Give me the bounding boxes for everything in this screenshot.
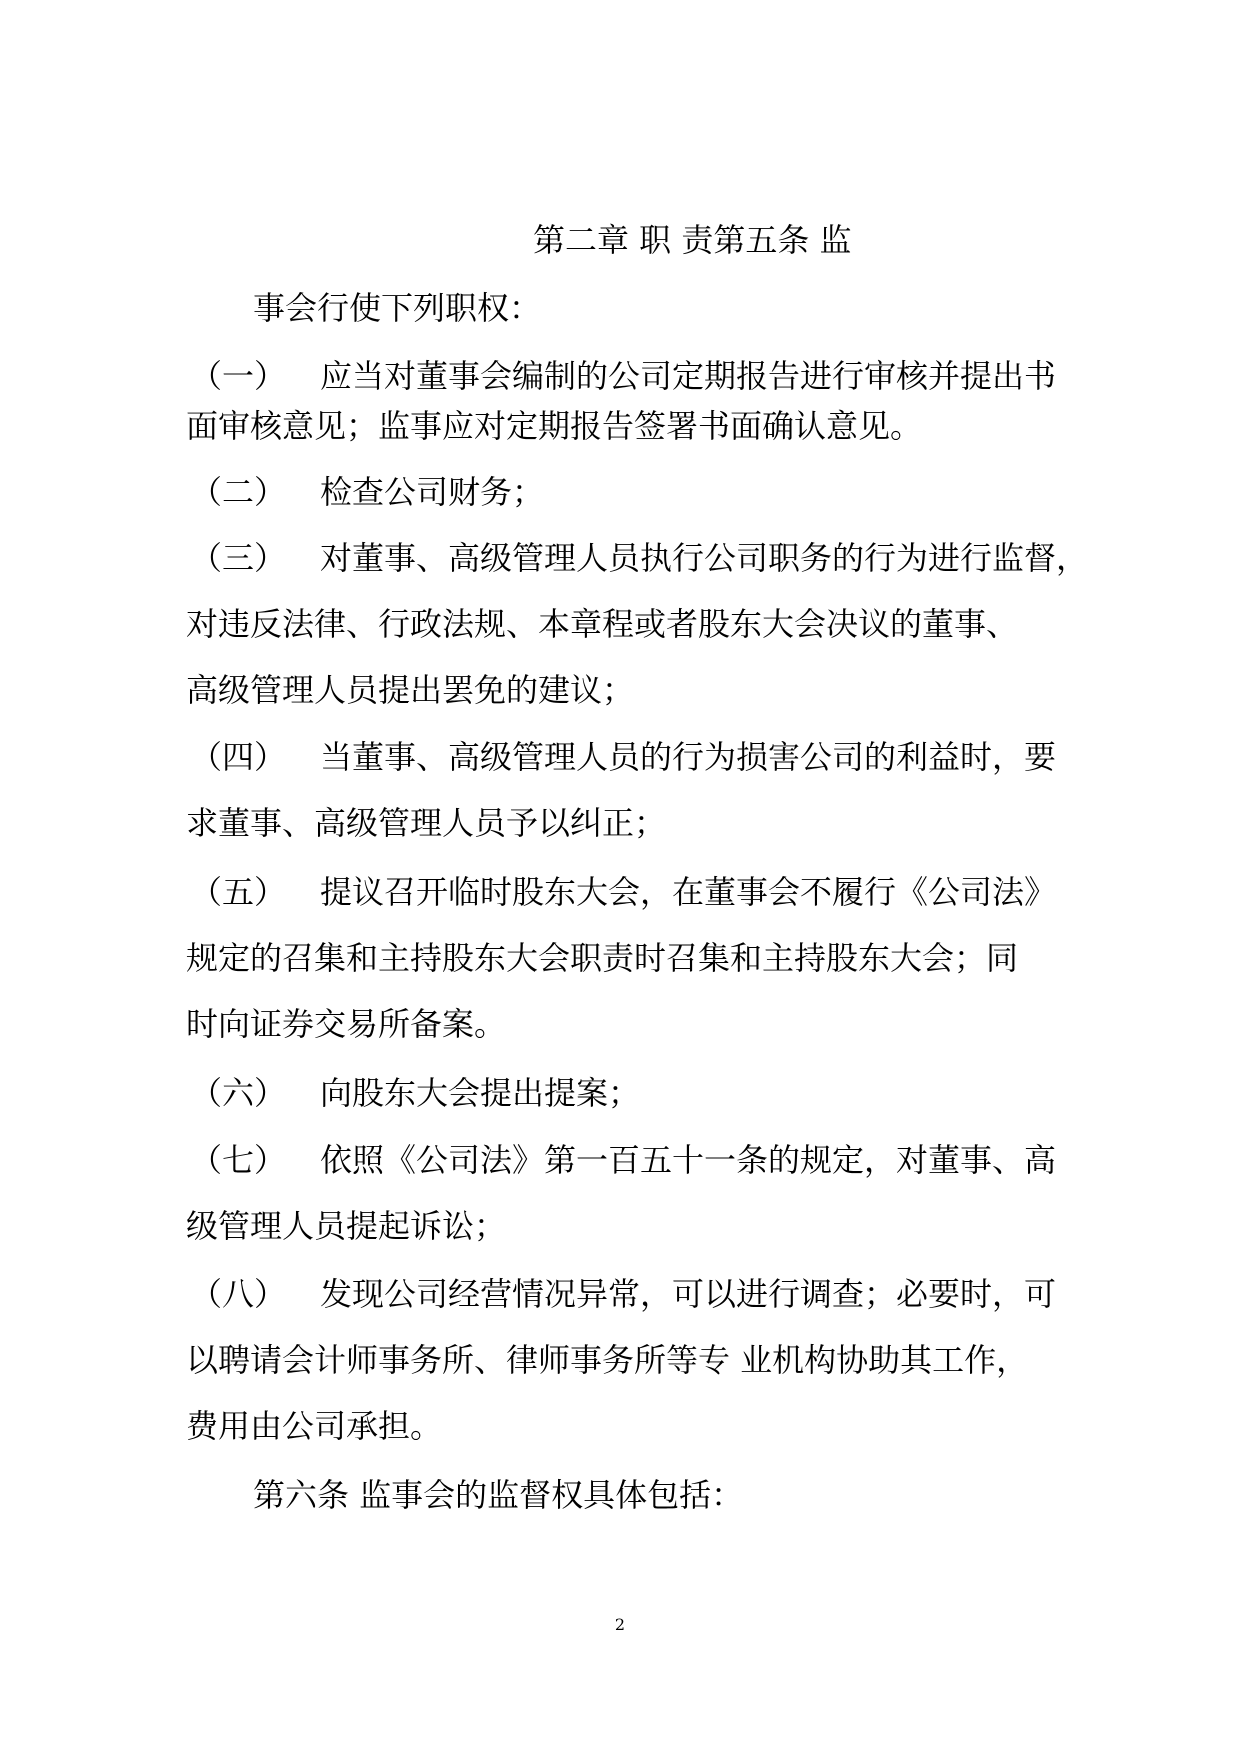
item-8-marker: （八） <box>190 1275 287 1313</box>
item-8-line-2: 以聘请会计师事务所、律师事务所等专 业机构协助其工作， <box>186 1341 1029 1379</box>
item-6-marker: （六） <box>190 1074 287 1112</box>
item-7-line-2: 级管理人员提起诉讼； <box>186 1207 507 1245</box>
item-8-line-1 <box>190 1274 1056 1314</box>
item-6-text: 向股东大会提出提案； <box>320 1074 641 1112</box>
item-8-text: 发现公司经营情况异常，可以进行调查；必要时，可 <box>320 1275 1057 1313</box>
item-8-line-3: 费用由公司承担。 <box>186 1407 443 1445</box>
intro-line: 事会行使下列职权： <box>253 289 542 327</box>
item-5-line-1 <box>190 872 1056 912</box>
item-4-line-2: 求董事、高级管理人员予以纠正； <box>186 804 667 842</box>
item-3-line-2: 对违反法律、行政法规、本章程或者股东大会决议的董事、 <box>186 605 1019 643</box>
item-1-marker: （一） <box>190 357 287 395</box>
item-7-line-1 <box>190 1140 1056 1180</box>
item-6-line-1 <box>190 1073 640 1113</box>
item-1-text: 应当对董事会编制的公司定期报告进行审核并提出书 <box>320 357 1057 395</box>
item-1-line-2: 面审核意见；监事应对定期报告签署书面确认意见。 <box>186 407 923 445</box>
item-5-line-3: 时向证券交易所备案。 <box>186 1005 507 1043</box>
item-1-line-1 <box>190 356 1056 396</box>
item-5-line-2: 规定的召集和主持股东大会职责时召集和主持股东大会；同 <box>186 939 1019 977</box>
item-4-line-1 <box>190 737 1056 777</box>
item-2-text: 检查公司财务； <box>320 473 545 511</box>
item-3-text: 对董事、高级管理人员执行公司职务的行为进行监督， <box>320 539 1089 577</box>
item-2-line-1 <box>190 472 544 512</box>
item-2-marker: （二） <box>190 473 287 511</box>
item-7-text: 依照《公司法》第一百五十一条的规定，对董事、高 <box>320 1141 1057 1179</box>
item-5-marker: （五） <box>190 873 287 911</box>
item-3-marker: （三） <box>190 539 287 577</box>
item-4-text: 当董事、高级管理人员的行为损害公司的利益时，要 <box>320 738 1057 776</box>
item-3-line-3: 高级管理人员提出罢免的建议； <box>186 671 635 709</box>
page-number: 2 <box>614 1615 626 1634</box>
chapter-heading: 第二章 职 责第五条 监 <box>533 221 852 259</box>
item-7-marker: （七） <box>190 1141 287 1179</box>
item-5-text: 提议召开临时股东大会，在董事会不履行《公司法》 <box>320 873 1057 911</box>
item-4-marker: （四） <box>190 738 287 776</box>
item-3-line-1 <box>190 538 1088 578</box>
article-6-line: 第六条 监事会的监督权具体包括： <box>253 1476 744 1514</box>
